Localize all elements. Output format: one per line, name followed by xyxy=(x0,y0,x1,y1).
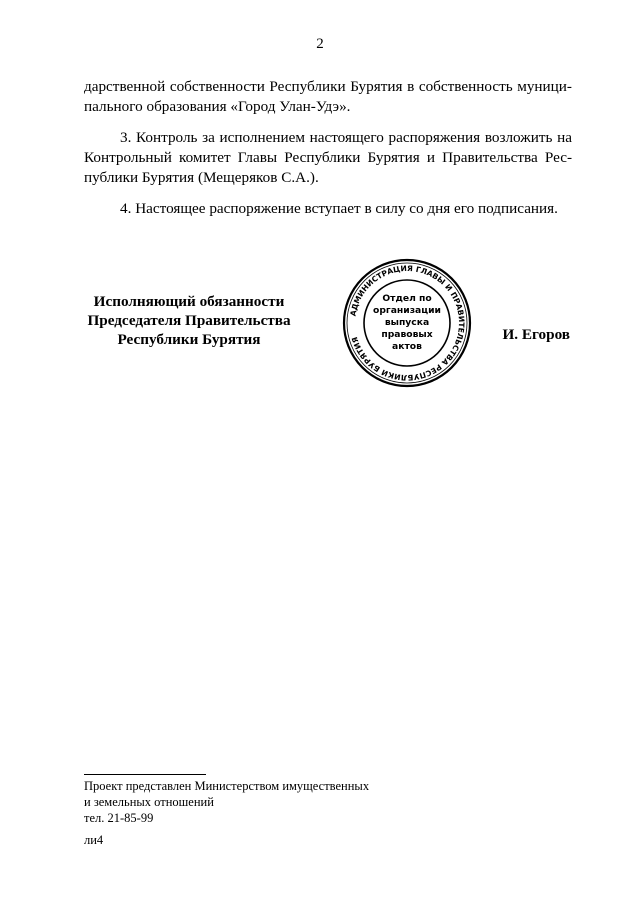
footer-divider xyxy=(84,774,206,775)
paragraph-control-line-2: Контрольный комитет Главы Республики Бурятия и Правительства Рес- xyxy=(84,149,572,166)
signer-title-line-2: Председателя Правительства xyxy=(87,312,291,329)
footer-line-1: Проект представлен Министерством имущественных xyxy=(84,779,370,793)
paragraph-control xyxy=(84,128,572,188)
stamp-ring-textpath: АДМИНИСТРАЦИЯ ГЛАВЫ И ПРАВИТЕЛЬСТВА РЕСПУБЛИКИ БУРЯТИЯ xyxy=(348,263,467,383)
stamp-center-line-2: организации xyxy=(373,305,441,316)
paragraph-effect xyxy=(84,199,572,219)
stamp-center-line-5: актов xyxy=(392,341,422,352)
paragraph-control-line-3: публики Бурятия (Мещеряков С.А.). xyxy=(84,169,319,186)
paragraph-1-line-2: пального образования «Город Улан-Удэ». xyxy=(84,98,351,115)
footer-line-2: и земельных отношений xyxy=(84,795,214,809)
footer-line-3: тел. 21-85-99 xyxy=(84,811,154,825)
paragraph-effect-line-1: 4. Настоящее распоряжение вступает в силу со дня его подписания. xyxy=(120,200,558,217)
paragraph-control-line-1: 3. Контроль за исполнением настоящего распоряжения возложить на xyxy=(120,129,572,146)
signer-title-line-1: Исполняющий обязанности xyxy=(93,293,285,310)
signer-title xyxy=(84,292,294,349)
signer-name: И. Егоров xyxy=(502,326,570,343)
stamp-center-line-1: Отдел по xyxy=(382,293,432,304)
stamp-center-line-3: выпуска xyxy=(384,317,430,328)
official-stamp xyxy=(341,257,473,389)
paragraph-1 xyxy=(84,77,572,117)
stamp-center-line-4: правовых xyxy=(381,329,433,340)
footer-note xyxy=(84,778,369,826)
page-number: 2 xyxy=(316,36,324,52)
signer-title-line-3: Республики Бурятия xyxy=(117,331,261,348)
paragraph-1-line-1: дарственной собственности Республики Бурятия в собственность муници- xyxy=(84,78,572,95)
document-code: ли4 xyxy=(84,833,104,847)
